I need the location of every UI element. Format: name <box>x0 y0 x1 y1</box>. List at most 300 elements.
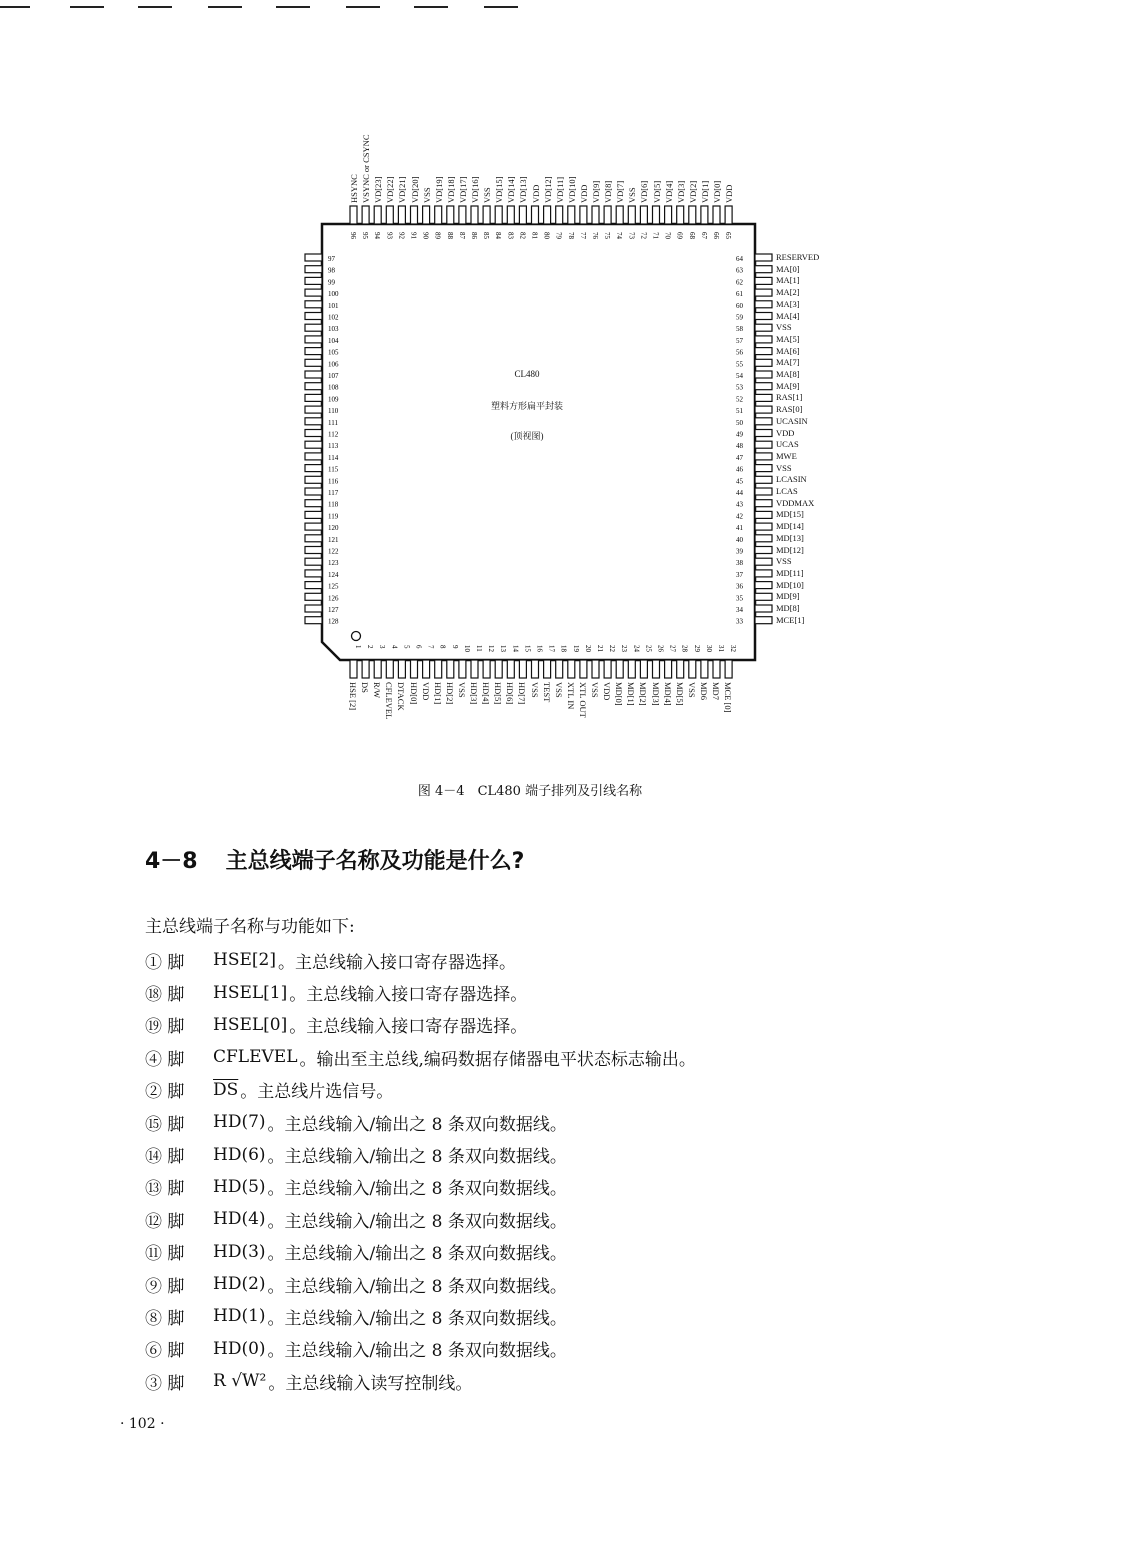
pin-number: 89 <box>433 232 442 239</box>
pin-label: MD[13] <box>776 532 804 543</box>
signal-name: CFLEVEL <box>213 1047 298 1068</box>
pin-number: 15 <box>523 645 532 652</box>
pin-lead <box>755 266 772 273</box>
list-item <box>145 1138 696 1170</box>
pin-label: VDD <box>776 427 795 438</box>
pin-lead <box>495 660 502 678</box>
pin-lead <box>556 206 563 224</box>
pin-label: MD[0] <box>614 682 625 706</box>
pin-lead <box>755 547 772 554</box>
pin-lead <box>305 570 322 577</box>
signal-description: 。主总线输入/输出之 8 条双向数据线。 <box>267 1147 567 1168</box>
pin-number: 7 <box>426 645 435 649</box>
pin-number: 103 <box>328 325 339 334</box>
pin-number: 108 <box>328 383 339 392</box>
list-item <box>145 976 696 1008</box>
pin-label: DS <box>360 682 371 693</box>
pin-number: 101 <box>328 301 339 310</box>
pin-number: 13 <box>499 645 508 652</box>
pin-lead <box>755 406 772 413</box>
pin-lead <box>755 301 772 308</box>
pin-label: VD[19] <box>433 176 444 203</box>
pin-lead <box>305 558 322 565</box>
pin-number: 23 <box>620 645 629 652</box>
pin-lead <box>640 206 647 224</box>
pin-lead <box>305 476 322 483</box>
pin-lead <box>701 206 708 224</box>
pin-number: 88 <box>445 232 454 239</box>
pin-label: VDD <box>602 682 613 701</box>
pin-number: 72 <box>639 232 648 239</box>
pin-number: 126 <box>328 594 339 603</box>
pin-lead <box>459 660 466 678</box>
pin-number: 12 <box>487 645 496 652</box>
pin-label: VD[4] <box>663 180 674 203</box>
pin-number: 68 <box>687 232 696 239</box>
pin-number: 27 <box>668 645 677 652</box>
pin-lead <box>350 660 357 678</box>
pin-lead <box>544 206 551 224</box>
pin-number: 122 <box>328 547 339 556</box>
pin-lead <box>568 660 575 678</box>
pin-label: MA[9] <box>776 380 800 391</box>
pin-lead <box>616 660 623 678</box>
pin-lead <box>305 488 322 495</box>
pin-lead <box>362 206 369 224</box>
pin-number: 58 <box>736 325 743 334</box>
pin-reference: ② 脚 <box>145 1082 185 1103</box>
pin-number: 43 <box>736 500 743 509</box>
pin-number: 119 <box>328 512 339 521</box>
pin-number: 115 <box>328 465 339 474</box>
pin-label: HD[1] <box>432 682 443 705</box>
pin-number: 78 <box>566 232 575 239</box>
pin-number: 97 <box>328 255 335 263</box>
pin-number: 52 <box>736 395 743 404</box>
pin-label: MD[5] <box>674 682 685 706</box>
pin-reference: ③ 脚 <box>145 1373 185 1394</box>
pin-lead <box>386 660 393 678</box>
pin-label: XTL OUT <box>577 682 588 718</box>
chip-package: 塑料方形扁平封装 <box>490 401 563 411</box>
signal-name: HD(7) <box>213 1112 266 1133</box>
pin-number: 121 <box>328 535 339 544</box>
list-item <box>145 1365 696 1397</box>
pin-lead <box>755 593 772 600</box>
pin-number: 81 <box>530 232 539 239</box>
pin-lead <box>755 254 772 261</box>
pin-lead <box>305 593 322 600</box>
pin-number: 50 <box>736 418 743 427</box>
pin-number: 53 <box>736 383 743 392</box>
pin-number: 105 <box>328 348 339 357</box>
pin-number: 67 <box>699 232 708 239</box>
pin-lead <box>755 430 772 437</box>
pin-lead <box>568 206 575 224</box>
section-title: 主总线端子名称及功能是什么? <box>225 849 525 874</box>
pin-number: 54 <box>736 372 743 380</box>
pin-number: 113 <box>328 442 339 451</box>
list-item <box>145 1300 696 1332</box>
pin-label: MD[15] <box>776 509 804 520</box>
pin-number: 100 <box>328 290 339 299</box>
pin-number: 17 <box>547 645 556 652</box>
pin-reference: ⑲ 脚 <box>145 1017 185 1038</box>
pin-label: VDDMAX <box>776 497 815 508</box>
pin-lead <box>755 500 772 507</box>
pin-number: 24 <box>632 645 641 652</box>
pin-label: MA[2] <box>776 287 800 298</box>
pin-lead <box>305 617 322 624</box>
signal-name: HSEL[0] <box>213 1014 288 1035</box>
pin-label: DTACK <box>396 682 407 711</box>
list-item <box>145 1333 696 1365</box>
pin-number: 1 <box>354 645 362 649</box>
pin-number: 47 <box>736 453 743 462</box>
pin-lead <box>604 206 611 224</box>
pin-label: MCE [0] <box>723 682 734 713</box>
pin-reference: ④ 脚 <box>145 1049 185 1070</box>
pin-label: VD[2] <box>687 180 698 203</box>
pin-number: 65 <box>724 232 733 239</box>
pin-label: VD[0] <box>712 180 722 203</box>
pin-label: XTL IN <box>565 682 576 710</box>
pin-lead <box>435 660 442 678</box>
pin-number: 110 <box>328 407 339 416</box>
pin-lead <box>519 660 526 678</box>
pin-number: 71 <box>651 232 660 239</box>
pin-number: 37 <box>736 570 743 579</box>
pin-lead <box>305 254 322 261</box>
pin-number: 4 <box>390 645 399 649</box>
pin-number: 20 <box>583 645 592 652</box>
pin-label: VD[7] <box>615 180 626 203</box>
pin-reference: ⑪ 脚 <box>145 1244 185 1265</box>
pin-number: 19 <box>571 645 580 652</box>
pin1-marker-circle <box>352 632 361 641</box>
pin-label: VD[9] <box>591 180 601 203</box>
list-item <box>145 1074 696 1106</box>
pin-label: MA[3] <box>776 298 800 309</box>
pin-lead <box>755 359 772 366</box>
pin-label: MD[2] <box>638 682 649 706</box>
pin-number: 40 <box>736 535 743 544</box>
pin-lead <box>755 324 772 331</box>
pin-lead <box>305 547 322 554</box>
pin-number: 39 <box>736 547 743 556</box>
pin-label: CFLEVEL <box>384 682 395 720</box>
pin-label: VD[11] <box>554 176 565 203</box>
pin-number: 70 <box>663 232 672 239</box>
signal-description: 。主总线输入接口寄存器选择。 <box>289 1017 528 1038</box>
pin-lead <box>556 660 563 678</box>
signal-description: 。主总线输入/输出之 8 条双向数据线。 <box>267 1308 567 1329</box>
signal-description: 。主总线输入/输出之 8 条双向数据线。 <box>267 1276 567 1297</box>
pin-lead <box>483 660 490 678</box>
pin-number: 124 <box>328 570 339 579</box>
pin-number: 59 <box>736 313 743 322</box>
pin-lead <box>604 660 611 678</box>
pin-label: MD[12] <box>776 544 804 555</box>
pin-lead <box>755 558 772 565</box>
pin-number: 30 <box>704 645 713 652</box>
pin-number: 14 <box>511 645 520 652</box>
pin-lead <box>423 206 430 224</box>
pin-number: 64 <box>736 255 743 263</box>
pin-lead <box>305 406 322 413</box>
pin-label: R/W <box>372 682 383 699</box>
pin-label: MD[8] <box>776 603 800 613</box>
pin-number: 61 <box>736 290 743 299</box>
pin-lead <box>755 605 772 612</box>
pin-label: MD[4] <box>662 682 673 706</box>
pin-label: VSS <box>421 187 432 203</box>
list-item <box>145 1236 696 1268</box>
pin-lead <box>447 660 454 678</box>
figure-caption: 图 4－4 CL480 端子排列及引线名称 <box>417 784 643 799</box>
signal-description: 。主总线输入/输出之 8 条双向数据线。 <box>267 1114 567 1135</box>
pin-number: 75 <box>603 232 612 239</box>
signal-name: HD(6) <box>213 1144 266 1165</box>
signal-name: HSEL[1] <box>213 982 288 1003</box>
pin-number: 69 <box>675 232 684 239</box>
pin-label: HD[3] <box>469 682 479 705</box>
pin-lead <box>616 206 623 224</box>
pin-lead <box>305 500 322 507</box>
pin-number: 9 <box>450 645 459 649</box>
pin-label: VD[21] <box>397 176 408 203</box>
pin-lead <box>305 348 322 355</box>
signal-description: 。输出至主总线,编码数据存储器电平状态标志输出。 <box>299 1049 696 1070</box>
pin-label: VSS <box>627 187 638 203</box>
pin-lead <box>755 336 772 343</box>
pin-label: VD[23] <box>373 176 384 203</box>
pin-number: 117 <box>328 489 339 497</box>
pin-number: 10 <box>462 645 471 652</box>
pin-label: VD[18] <box>445 176 456 203</box>
pin-lead <box>305 535 322 542</box>
pin-number: 35 <box>736 594 743 603</box>
pin-lead <box>532 660 539 678</box>
pin-number: 120 <box>328 524 339 533</box>
pin-number: 109 <box>328 395 339 404</box>
pin-label: MD[11] <box>776 567 804 578</box>
pin-label: VD[1] <box>699 180 710 203</box>
pin-number: 36 <box>736 582 743 591</box>
pin-label: RAS[0] <box>776 404 803 415</box>
pin-label: TEST <box>541 682 552 703</box>
pin-lead <box>755 394 772 401</box>
pin-number: 116 <box>328 477 339 486</box>
pin-label: VD[15] <box>494 176 505 203</box>
pin-number: 11 <box>475 645 483 652</box>
signal-name: HD(1) <box>213 1306 266 1327</box>
pin-label: MA[7] <box>776 357 800 368</box>
pin-number: 90 <box>421 232 430 239</box>
pin-lead <box>305 359 322 366</box>
list-item <box>145 1009 696 1041</box>
pin-lead <box>471 206 478 224</box>
pin-lead <box>305 465 322 472</box>
pin-label: VD[3] <box>675 180 686 203</box>
pin-lead <box>713 660 720 678</box>
pin-number: 49 <box>736 430 743 439</box>
pin-label: VDD <box>724 184 735 203</box>
pin-number: 118 <box>328 500 339 509</box>
intro-text: 主总线端子名称与功能如下: <box>145 917 355 937</box>
signal-description: 。主总线片选信号。 <box>240 1082 394 1103</box>
pin-number: 3 <box>378 645 387 649</box>
pin-lead <box>755 582 772 589</box>
pin-number: 112 <box>328 430 339 439</box>
pin-label: MCE[1] <box>776 614 805 625</box>
pin-lead <box>471 660 478 678</box>
pin-label: MD[10] <box>776 579 804 590</box>
pin-label: RAS[1] <box>776 392 803 403</box>
signal-description: 。主总线输入接口寄存器选择。 <box>289 985 528 1006</box>
pin-lead <box>755 289 772 296</box>
pin-number: 44 <box>736 489 743 497</box>
pin-lead <box>665 206 672 224</box>
signal-name: HD(5) <box>213 1176 266 1197</box>
pin-lead <box>755 348 772 355</box>
pin-number: 73 <box>627 232 636 239</box>
pin-lead <box>755 277 772 284</box>
pin-label: VSS <box>776 556 792 567</box>
pin-reference: ⑨ 脚 <box>145 1276 185 1297</box>
pin-lead <box>532 206 539 224</box>
pin-lead <box>495 206 502 224</box>
pin-lead <box>755 465 772 472</box>
list-item <box>145 1171 696 1203</box>
pin-number: 80 <box>542 232 551 239</box>
pin-number: 60 <box>736 301 743 310</box>
signal-name: R √W² <box>213 1371 267 1392</box>
pin-number: 55 <box>736 360 743 369</box>
pin-lead <box>305 394 322 401</box>
pin-number: 38 <box>736 559 743 568</box>
pin-reference: ⑭ 脚 <box>145 1147 185 1168</box>
pin-lead <box>305 289 322 296</box>
pin-lead <box>305 383 322 390</box>
pin-label: MA[5] <box>776 333 800 344</box>
chip-name: CL480 <box>514 369 540 379</box>
pin-label: MA[1] <box>776 275 800 286</box>
pin-lead <box>507 660 514 678</box>
pin-function-list <box>145 944 696 1397</box>
pin-number: 85 <box>482 232 491 239</box>
pin-number: 48 <box>736 442 743 451</box>
pin-label: VD[14] <box>506 176 517 203</box>
pin-lead <box>689 206 696 224</box>
pin-label: VD[22] <box>385 176 396 203</box>
pin-number: 127 <box>328 606 339 614</box>
pin-lead <box>755 313 772 320</box>
pin-lead <box>305 324 322 331</box>
pin-label: UCASIN <box>776 415 808 426</box>
pin-lead <box>519 206 526 224</box>
pin-lead <box>411 660 418 678</box>
pin-number: 16 <box>535 645 544 652</box>
pin-label: VD[12] <box>542 176 553 203</box>
pin-label: HD[5] <box>493 682 504 705</box>
pin-lead <box>755 418 772 425</box>
pin-lead <box>459 206 466 224</box>
pin-number: 22 <box>608 645 617 652</box>
pin-lead <box>713 206 720 224</box>
pin-number: 93 <box>385 232 394 239</box>
pin-number: 34 <box>736 606 743 614</box>
pin-lead <box>755 488 772 495</box>
pin-label: VD[13] <box>518 176 529 203</box>
chip-view: (顶视图) <box>510 431 544 441</box>
pin-number: 45 <box>736 477 743 486</box>
pin-label: VD[8] <box>603 180 614 203</box>
pin-lead <box>423 660 430 678</box>
pin-label: MA[0] <box>776 263 800 274</box>
pin-number: 8 <box>438 645 447 649</box>
signal-name: HD(3) <box>213 1241 266 1262</box>
pin-number: 114 <box>328 453 339 462</box>
pin-number: 29 <box>692 645 701 652</box>
pin-label: VSS <box>456 682 467 698</box>
pin-label: VD[6] <box>639 180 650 203</box>
pin-label: MD[14] <box>776 521 804 532</box>
pin-label: MD[3] <box>650 682 661 706</box>
pin-lead <box>755 453 772 460</box>
pin-reference: ⑫ 脚 <box>145 1211 185 1232</box>
pin-label: VD[20] <box>409 176 420 203</box>
pin-label: VSYNC or CSYNC <box>361 134 372 203</box>
pin-lead <box>580 206 587 224</box>
pin-lead <box>580 660 587 678</box>
pin-number: 123 <box>328 559 339 568</box>
pin-reference: ⑬ 脚 <box>145 1179 185 1200</box>
pin-label: MA[6] <box>776 345 800 356</box>
pin-label: VSS <box>553 682 564 698</box>
pin-number: 86 <box>470 232 478 239</box>
pin-number: 5 <box>402 645 411 649</box>
pin-lead <box>305 313 322 320</box>
signal-name: HD(0) <box>213 1338 266 1359</box>
signal-name: HD(4) <box>213 1209 266 1230</box>
pin-lead <box>435 206 442 224</box>
pin-lead <box>305 441 322 448</box>
pin-lead <box>374 206 381 224</box>
pin-lead <box>755 511 772 518</box>
pin-label: VD[16] <box>470 176 480 203</box>
pin-lead <box>755 617 772 624</box>
pin-number: 91 <box>409 232 418 239</box>
pin-label: MD[1] <box>626 682 637 706</box>
pin-lead <box>755 570 772 577</box>
pin-number: 125 <box>328 582 339 591</box>
pin-lead <box>305 418 322 425</box>
pin-reference: ⑮ 脚 <box>145 1114 185 1135</box>
pin-number: 26 <box>656 645 665 652</box>
pin-lead <box>628 660 635 678</box>
pin-number: 46 <box>736 465 743 474</box>
pin-lead <box>305 430 322 437</box>
pin-lead <box>592 660 599 678</box>
pin-lead <box>592 206 599 224</box>
pin-number: 2 <box>366 645 375 649</box>
pin-label: VSS <box>529 682 540 698</box>
pin-reference: ① 脚 <box>145 952 185 973</box>
pin-number: 102 <box>328 313 339 322</box>
pin-number: 66 <box>712 232 720 239</box>
pin-lead <box>755 383 772 390</box>
